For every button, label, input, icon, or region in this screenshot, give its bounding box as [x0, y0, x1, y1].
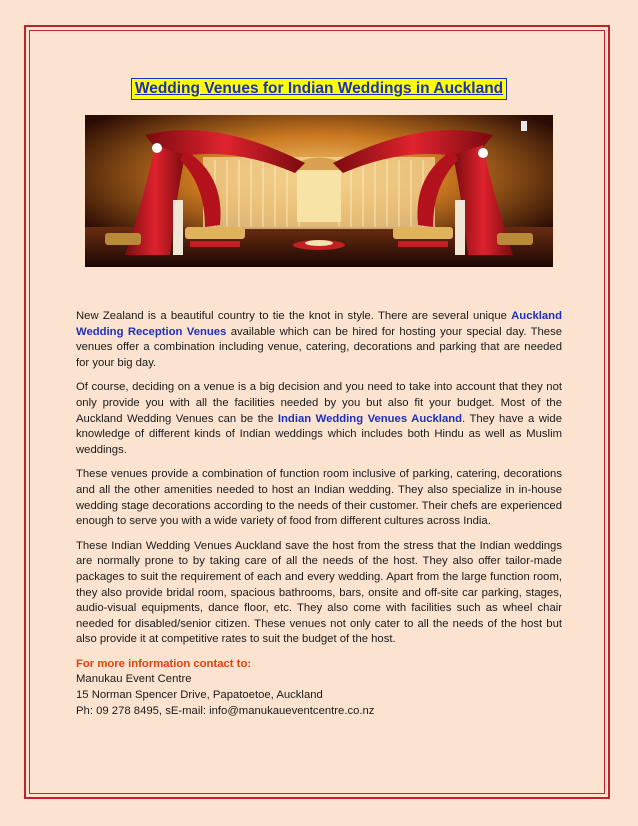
paragraph-1-text-a: New Zealand is a beautiful country to tie the knot in style. There are several unique	[76, 310, 512, 322]
paragraph-1-text-b: available which can be hired for hosting your special day. These venues offer a combination including venue, catering, decorations and parking that are needed for your big day.	[76, 325, 563, 369]
title-container	[0, 78, 638, 100]
contact-phone-email: Ph: 09 278 8495, sE-mail: info@manukaueventcentre.co.nz	[76, 704, 375, 717]
contact-block	[76, 657, 562, 719]
paragraph-1	[76, 309, 562, 371]
paragraph-2	[76, 380, 562, 458]
contact-name: Manukau Event Centre	[76, 673, 192, 686]
paragraph-2-text-b: . They have a wide knowledge of different kinds of Indian weddings which includes both Hindu as well as Muslim weddings.	[76, 412, 562, 456]
page-title: Wedding Venues for Indian Weddings in Auckland	[131, 78, 507, 100]
wedding-stage-photo	[85, 115, 553, 267]
paragraph-2-text-a: Of course, deciding on a venue is a big decision and you need to take into account that they not only provide you with all the facilities needed by you but also fit your budget. Most of the Auckland Wedding Venues can be the	[76, 381, 562, 425]
contact-heading: For more information contact to:	[76, 657, 252, 670]
paragraph-3: These venues provide a combination of function room inclusive of parking, catering, decorations and all the other amenities needed to host an Indian wedding. They also specialize in in-house wedding stage decorations according to the needs of their customer. Their chefs are experienced enough to serve you with a wide variety of food from different cultures across India.	[76, 468, 562, 528]
article-body	[76, 309, 562, 719]
link-indian-wedding-venues-auckland[interactable]: Indian Wedding Venues Auckland	[277, 412, 463, 425]
link-auckland-wedding-reception-venues[interactable]: Auckland Wedding Reception Venues	[76, 310, 562, 338]
paragraph-4: These Indian Wedding Venues Auckland save the host from the stress that the Indian weddings are normally prone to by taking care of all the needs of the host. They also offer tailor-made packages to suit the requirement of each and every wedding. Apart from the large function room, they also provide bridal room, spacious bathrooms, bars, onsite and off-site car parking, stages, audio-visual equipments, dance floor, etc. They also come with facilities such as wheel chair needed for disabled/senior citizen. These venues not only cater to all the needs of the host but also provide it at competitive rates to suit the budget of the host.	[76, 539, 562, 646]
contact-address: 15 Norman Spencer Drive, Papatoetoe, Auckland	[76, 689, 323, 702]
